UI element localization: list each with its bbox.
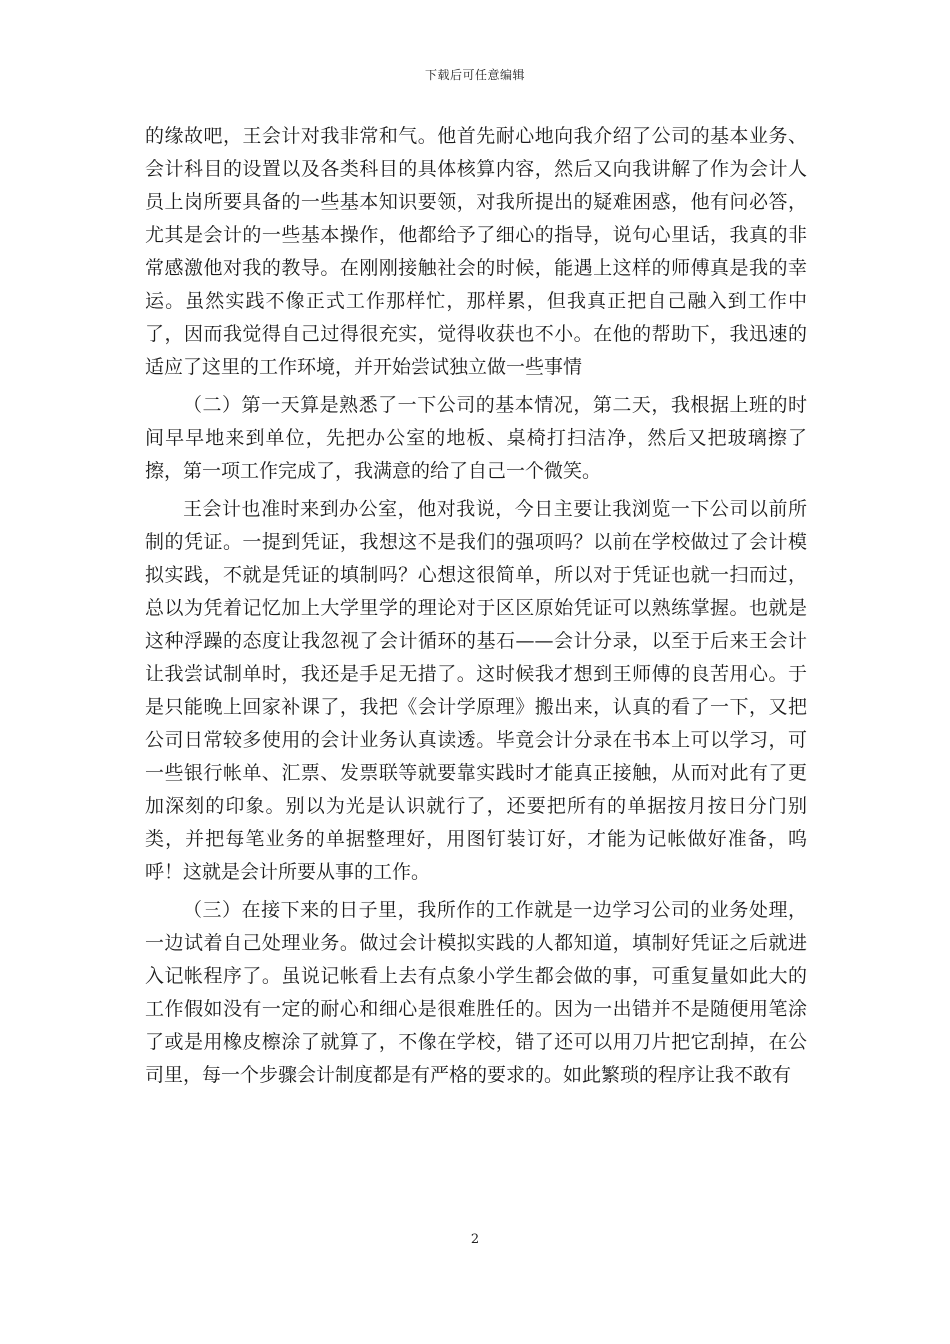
paragraph-voucher-review: 王会计也准时来到办公室，他对我说，今日主要让我浏览一下公司以前所制的凭证。一提到凭证，我想这不是我们的强项吗？以前在学校做过了会计模拟实践，不就是凭证的填制吗？心想这很简单，所以对于凭证也就一扫而过，总以为凭着记忆加上大学里学的理论对于区区原始凭证可以熟练掌握。也就是这种浮躁的态度让我忽视了会计循环的基石——会计分录，以至于后来王会计让我尝试制单时，我还是手足无措了。这时候我才想到王师傅的良苦用心。于是只能晚上回家补课了，我把《会计学原理》搬出来，认真的看了一下，又把公司日常较多使用的会计业务认真读透。毕竟会计分录在书本上可以学习，可一些银行帐单、汇票、发票联等就要靠实践时才能真正接触，从而对此有了更加深刻的印象。别以为光是认识就行了，还要把所有的单据按月按日分门别类，并把每笔业务的单据整理好，用图钉装订好，才能为记帐做好准备，呜呼！这就是会计所要从事的工作。 [145,498,807,883]
paragraph-continuation: 的缘故吧，王会计对我非常和气。他首先耐心地向我介绍了公司的基本业务、会计科目的设置以及各类科目的具体核算内容，然后又向我讲解了作为会计人员上岗所要具备的一些基本知识要领，对我所提出的疑难困惑，他有问必答，尤其是会计的一些基本操作，他都给予了细心的指导，说句心里话，我真的非常感激他对我的教导。在刚刚接触社会的时候，能遇上这样的师傅真是我的幸运。虽然实践不像正式工作那样忙，那样累，但我真正把自己融入到工作中了，因而我觉得自己过得很充实，觉得收获也不小。在他的帮助下，我迅速的适应了这里的工作环境，并开始尝试独立做一些事情 [145,125,807,378]
paragraph-section-two: （二）第一天算是熟悉了一下公司的基本情况，第二天，我根据上班的时间早早地来到单位，先把办公室的地板、桌椅打扫洁净，然后又把玻璃擦了擦，第一项工作完成了，我满意的给了自己一个微笑。 [145,394,807,482]
page-header: 下载后可任意编辑 [424,68,525,82]
page-number: 2 [470,1232,480,1247]
paragraph-section-three: （三）在接下来的日子里，我所作的工作就是一边学习公司的业务处理，一边试着自己处理业务。做过会计模拟实践的人都知道，填制好凭证之后就进入记帐程序了。虽说记帐看上去有点象小学生都会做的事，可重复量如此大的工作假如没有一定的耐心和细心是很难胜任的。因为一出错并不是随便用笔涂了或是用橡皮檫涂了就算了，不像在学校，错了还可以用刀片把它刮掉，在公司里，每一个步骤会计制度都是有严格的要求的。如此繁琐的程序让我不敢有 [145,899,807,1086]
document-body [145,120,807,1092]
